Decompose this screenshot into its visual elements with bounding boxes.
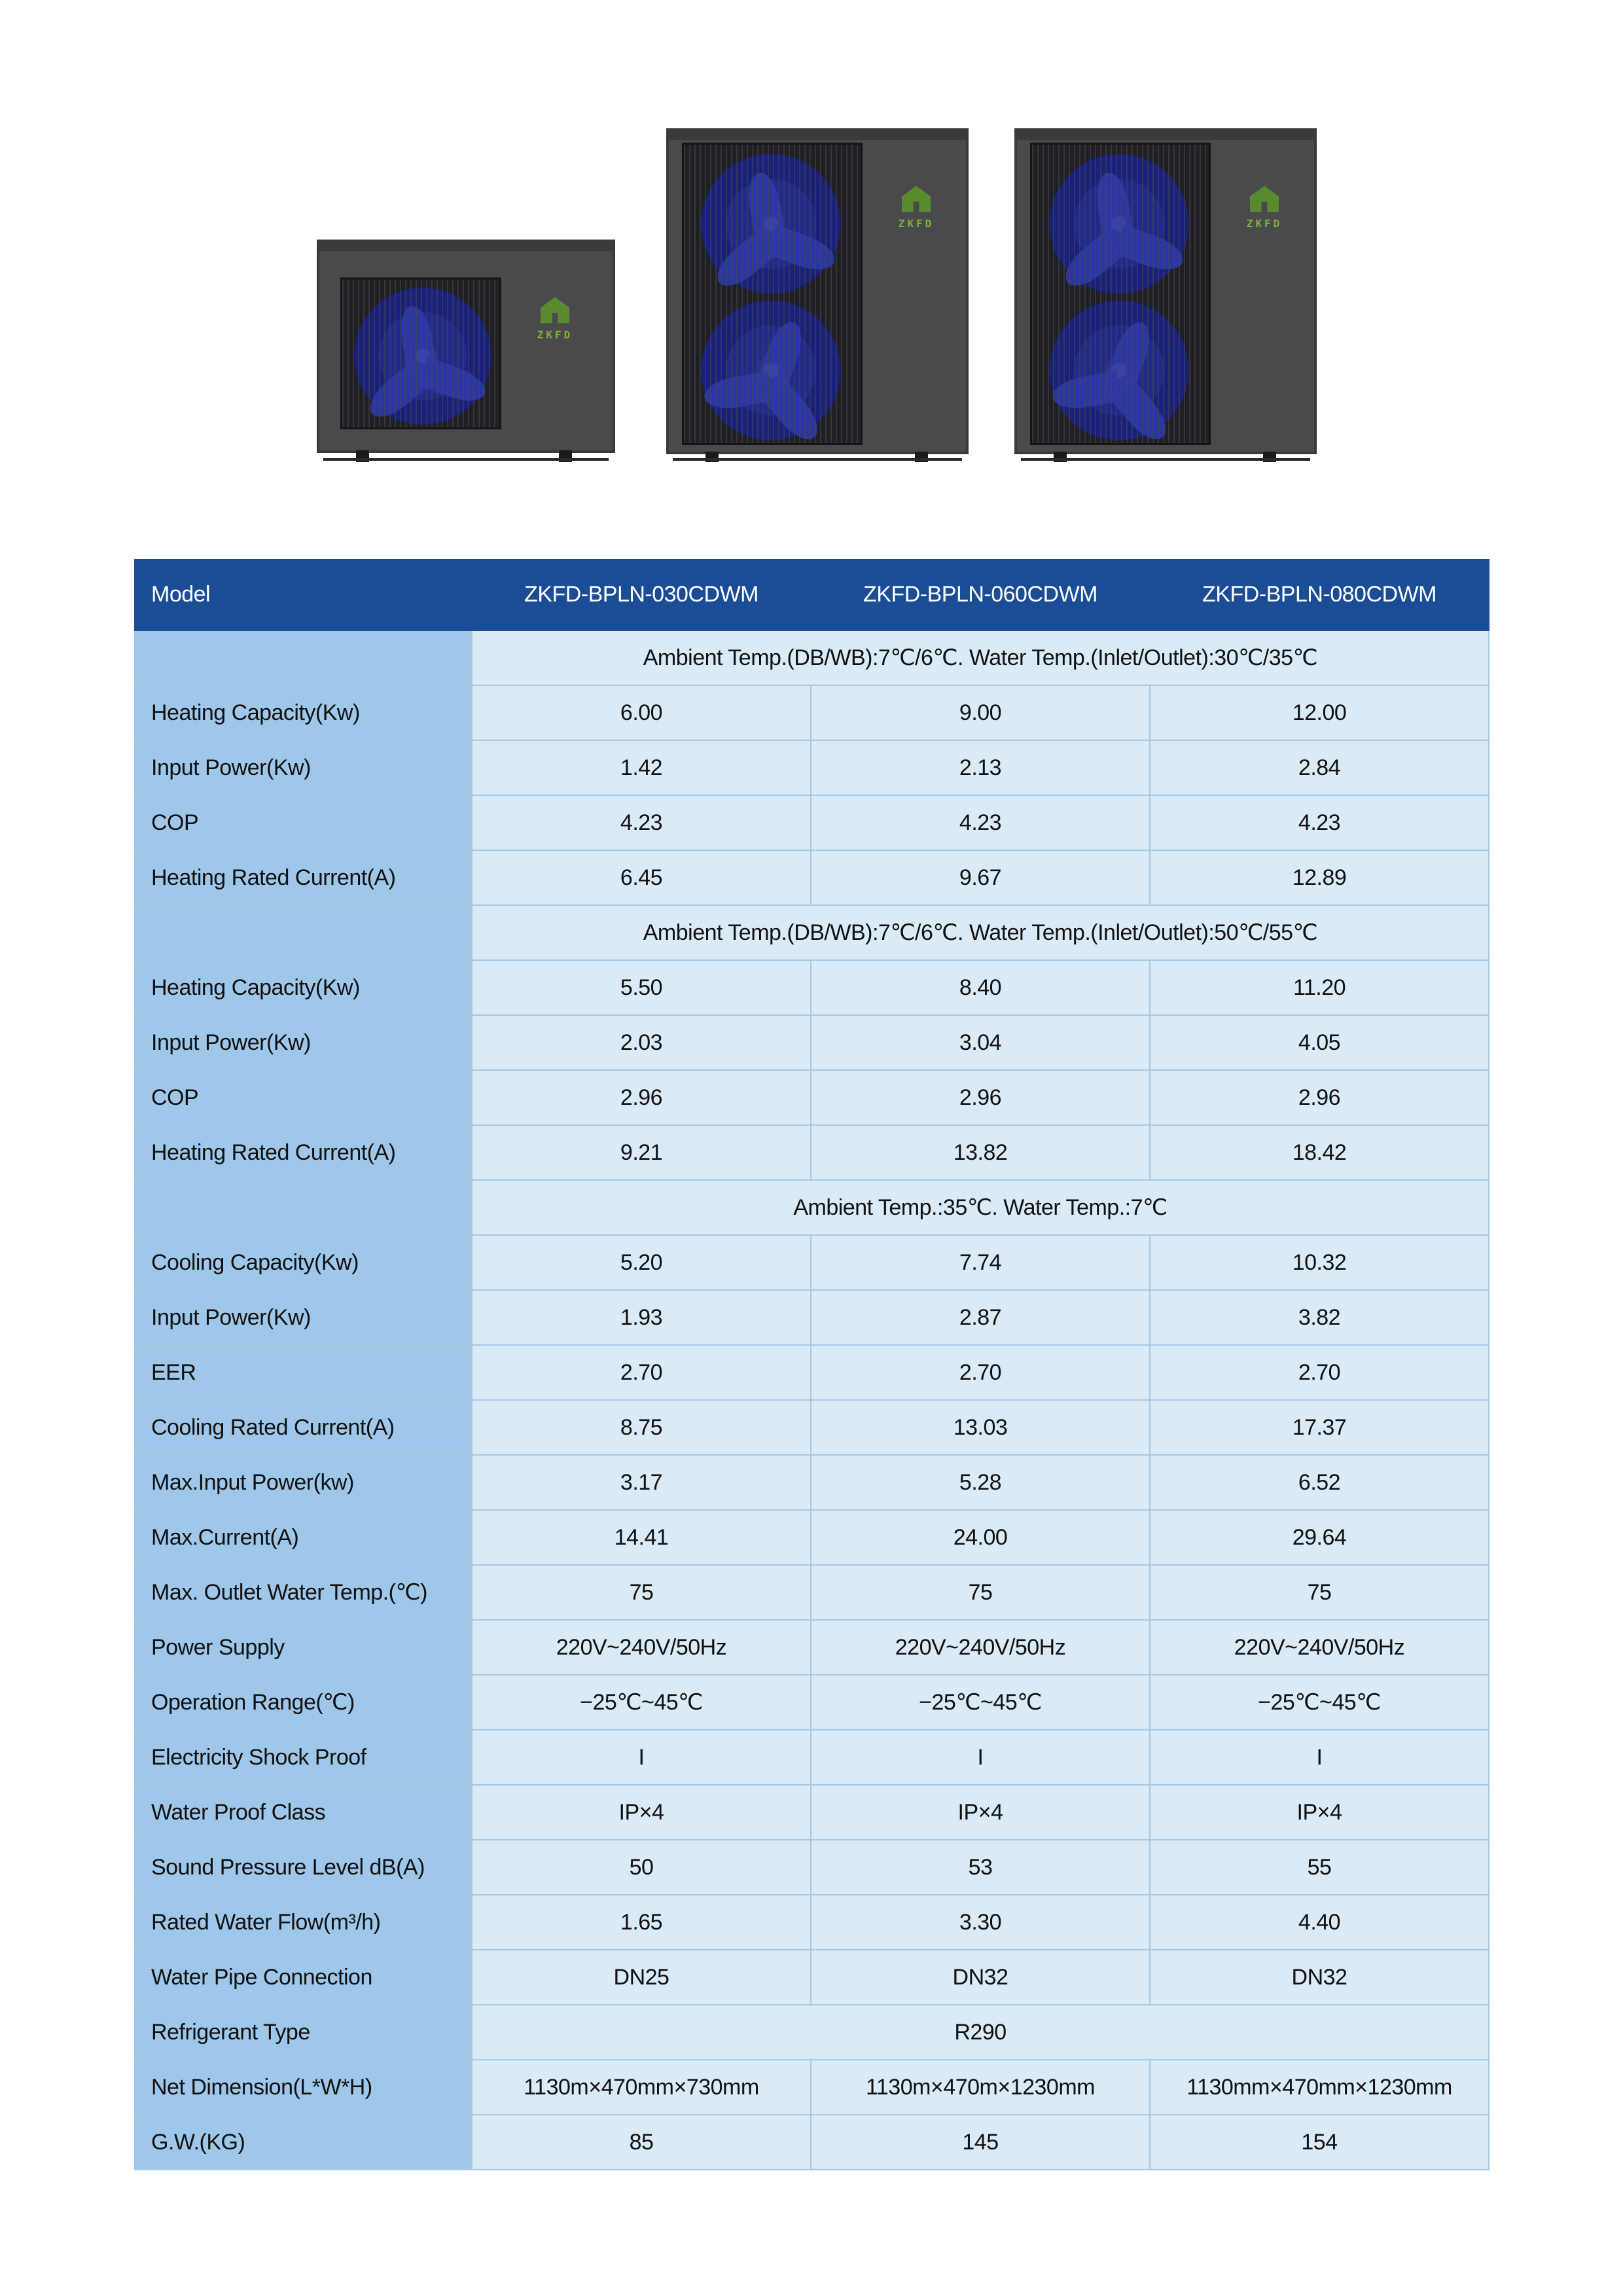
row-value: 5.28: [811, 1455, 1150, 1510]
header-model: Model: [134, 559, 472, 630]
table-row: [134, 1785, 1489, 1840]
row-value: 5.50: [472, 960, 811, 1015]
spec-table: [134, 559, 1489, 2170]
condition-heating-30-35: Ambient Temp.(DB/WB):7℃/6℃. Water Temp.(Inlet/Outlet):30℃/35℃: [472, 630, 1489, 685]
table-row: [134, 1950, 1489, 2005]
row-value: 220V~240V/50Hz: [811, 1620, 1150, 1675]
row-value: 2.96: [1150, 1070, 1489, 1125]
table-row: [134, 1510, 1489, 1565]
row-label: Operation Range(℃): [134, 1675, 472, 1730]
row-value: −25℃~45℃: [472, 1675, 811, 1730]
table-row: [134, 2005, 1489, 2060]
row-label: Cooling Capacity(Kw): [134, 1235, 472, 1290]
row-value: 6.45: [472, 850, 811, 905]
row-value: 2.87: [811, 1290, 1150, 1345]
row-label: Heating Capacity(Kw): [134, 960, 472, 1015]
row-value: IP×4: [472, 1785, 811, 1840]
row-label: Cooling Rated Current(A): [134, 1400, 472, 1455]
row-label: Heating Rated Current(A): [134, 1125, 472, 1180]
product-image-030: [317, 240, 615, 463]
row-value: 10.32: [1150, 1235, 1489, 1290]
row-value: 8.40: [811, 960, 1150, 1015]
table-header-row: [134, 559, 1489, 630]
header-model-030: ZKFD-BPLN-030CDWM: [472, 559, 811, 630]
row-value: 1130mm×470mm×1230mm: [1150, 2060, 1489, 2115]
product-image-060: [666, 128, 969, 463]
row-value: 2.96: [472, 1070, 811, 1125]
row-value: 3.30: [811, 1895, 1150, 1950]
row-value: 145: [811, 2115, 1150, 2170]
row-label: Power Supply: [134, 1620, 472, 1675]
row-value: −25℃~45℃: [811, 1675, 1150, 1730]
row-value: −25℃~45℃: [1150, 1675, 1489, 1730]
row-label: Input Power(Kw): [134, 740, 472, 795]
row-value: 50: [472, 1840, 811, 1895]
row-value: 1130m×470mm×730mm: [472, 2060, 811, 2115]
table-row: [134, 2115, 1489, 2170]
row-value: 4.05: [1150, 1015, 1489, 1070]
row-value: 29.64: [1150, 1510, 1489, 1565]
row-label: Refrigerant Type: [134, 2005, 472, 2060]
table-row: [134, 1015, 1489, 1070]
row-value: 2.70: [811, 1345, 1150, 1400]
row-value: 18.42: [1150, 1125, 1489, 1180]
table-row: [134, 685, 1489, 740]
row-label: EER: [134, 1345, 472, 1400]
row-value: 55: [1150, 1840, 1489, 1895]
row-value: 9.00: [811, 685, 1150, 740]
row-value: 75: [811, 1565, 1150, 1620]
row-value: 2.70: [1150, 1345, 1489, 1400]
row-value: 2.96: [811, 1070, 1150, 1125]
row-value: 2.70: [472, 1345, 811, 1400]
row-value: 14.41: [472, 1510, 811, 1565]
row-value: 75: [1150, 1565, 1489, 1620]
row-value: 1130m×470m×1230mm: [811, 2060, 1150, 2115]
row-label: Max.Input Power(kw): [134, 1455, 472, 1510]
row-value: 6.00: [472, 685, 811, 740]
table-row: [134, 960, 1489, 1015]
table-row: [134, 1400, 1489, 1455]
condition-row-heating-50-55: [134, 905, 1489, 960]
row-value: DN25: [472, 1950, 811, 2005]
row-value: 8.75: [472, 1400, 811, 1455]
row-label: G.W.(KG): [134, 2115, 472, 2170]
row-value: I: [1150, 1730, 1489, 1785]
row-value: 9.67: [811, 850, 1150, 905]
row-value: 7.74: [811, 1235, 1150, 1290]
row-label: COP: [134, 1070, 472, 1125]
row-label: Heating Rated Current(A): [134, 850, 472, 905]
row-value: DN32: [811, 1950, 1150, 2005]
row-value: 53: [811, 1840, 1150, 1895]
row-label: COP: [134, 795, 472, 850]
condition-heating-50-55: Ambient Temp.(DB/WB):7℃/6℃. Water Temp.(Inlet/Outlet):50℃/55℃: [472, 905, 1489, 960]
row-label: Heating Capacity(Kw): [134, 685, 472, 740]
row-value: 4.40: [1150, 1895, 1489, 1950]
refrigerant-value: R290: [472, 2005, 1489, 2060]
table-row: [134, 1675, 1489, 1730]
row-value: 220V~240V/50Hz: [1150, 1620, 1489, 1675]
table-row: [134, 740, 1489, 795]
row-value: DN32: [1150, 1950, 1489, 2005]
row-value: 3.04: [811, 1015, 1150, 1070]
row-value: I: [472, 1730, 811, 1785]
row-value: 154: [1150, 2115, 1489, 2170]
table-row: [134, 1125, 1489, 1180]
row-label: Sound Pressure Level dB(A): [134, 1840, 472, 1895]
table-row: [134, 1070, 1489, 1125]
table-row: [134, 1235, 1489, 1290]
row-label: Water Proof Class: [134, 1785, 472, 1840]
row-value: 2.03: [472, 1015, 811, 1070]
row-value: 85: [472, 2115, 811, 2170]
row-value: 24.00: [811, 1510, 1150, 1565]
row-value: 4.23: [472, 795, 811, 850]
section-heating-50-55: [134, 960, 1489, 1180]
row-value: I: [811, 1730, 1150, 1785]
row-label: Rated Water Flow(m³/h): [134, 1895, 472, 1950]
row-label: Input Power(Kw): [134, 1015, 472, 1070]
row-value: 13.82: [811, 1125, 1150, 1180]
row-value: 2.84: [1150, 740, 1489, 795]
row-value: 9.21: [472, 1125, 811, 1180]
row-value: 75: [472, 1565, 811, 1620]
brand-logo: ZKFD: [1225, 183, 1304, 242]
row-value: 12.89: [1150, 850, 1489, 905]
row-label: Max. Outlet Water Temp.(℃): [134, 1565, 472, 1620]
row-value: 17.37: [1150, 1400, 1489, 1455]
row-value: 2.13: [811, 740, 1150, 795]
brand-logo: ZKFD: [877, 183, 955, 242]
row-value: IP×4: [811, 1785, 1150, 1840]
table-row: [134, 850, 1489, 905]
table-row: [134, 1455, 1489, 1510]
row-value: 3.17: [472, 1455, 811, 1510]
section-cooling: [134, 1235, 1489, 2005]
table-row: [134, 1620, 1489, 1675]
row-label: Max.Current(A): [134, 1510, 472, 1565]
table-row: [134, 1840, 1489, 1895]
row-value: 12.00: [1150, 685, 1489, 740]
condition-row-heating-30-35: [134, 630, 1489, 685]
table-row: [134, 795, 1489, 850]
row-value: 1.65: [472, 1895, 811, 1950]
row-value: 13.03: [811, 1400, 1150, 1455]
condition-row-cooling: [134, 1180, 1489, 1235]
header-model-060: ZKFD-BPLN-060CDWM: [811, 559, 1150, 630]
product-image-080: [1014, 128, 1317, 463]
header-model-080: ZKFD-BPLN-080CDWM: [1150, 559, 1489, 630]
row-value: 11.20: [1150, 960, 1489, 1015]
row-label: Net Dimension(L*W*H): [134, 2060, 472, 2115]
row-label: Electricity Shock Proof: [134, 1730, 472, 1785]
section-physical: [134, 2060, 1489, 2170]
row-value: 3.82: [1150, 1290, 1489, 1345]
condition-cooling: Ambient Temp.:35℃. Water Temp.:7℃: [472, 1180, 1489, 1235]
row-value: 6.52: [1150, 1455, 1489, 1510]
row-value: 220V~240V/50Hz: [472, 1620, 811, 1675]
row-label: Water Pipe Connection: [134, 1950, 472, 2005]
row-value: 4.23: [811, 795, 1150, 850]
table-row: [134, 1895, 1489, 1950]
table-row: [134, 2060, 1489, 2115]
brand-logo: ZKFD: [516, 295, 594, 353]
row-value: IP×4: [1150, 1785, 1489, 1840]
row-value: 4.23: [1150, 795, 1489, 850]
table-row: [134, 1345, 1489, 1400]
row-value: 5.20: [472, 1235, 811, 1290]
section-heating-30-35: [134, 685, 1489, 905]
table-row: [134, 1730, 1489, 1785]
table-row: [134, 1565, 1489, 1620]
table-row: [134, 1290, 1489, 1345]
row-value: 1.93: [472, 1290, 811, 1345]
row-value: 1.42: [472, 740, 811, 795]
row-label: Input Power(Kw): [134, 1290, 472, 1345]
